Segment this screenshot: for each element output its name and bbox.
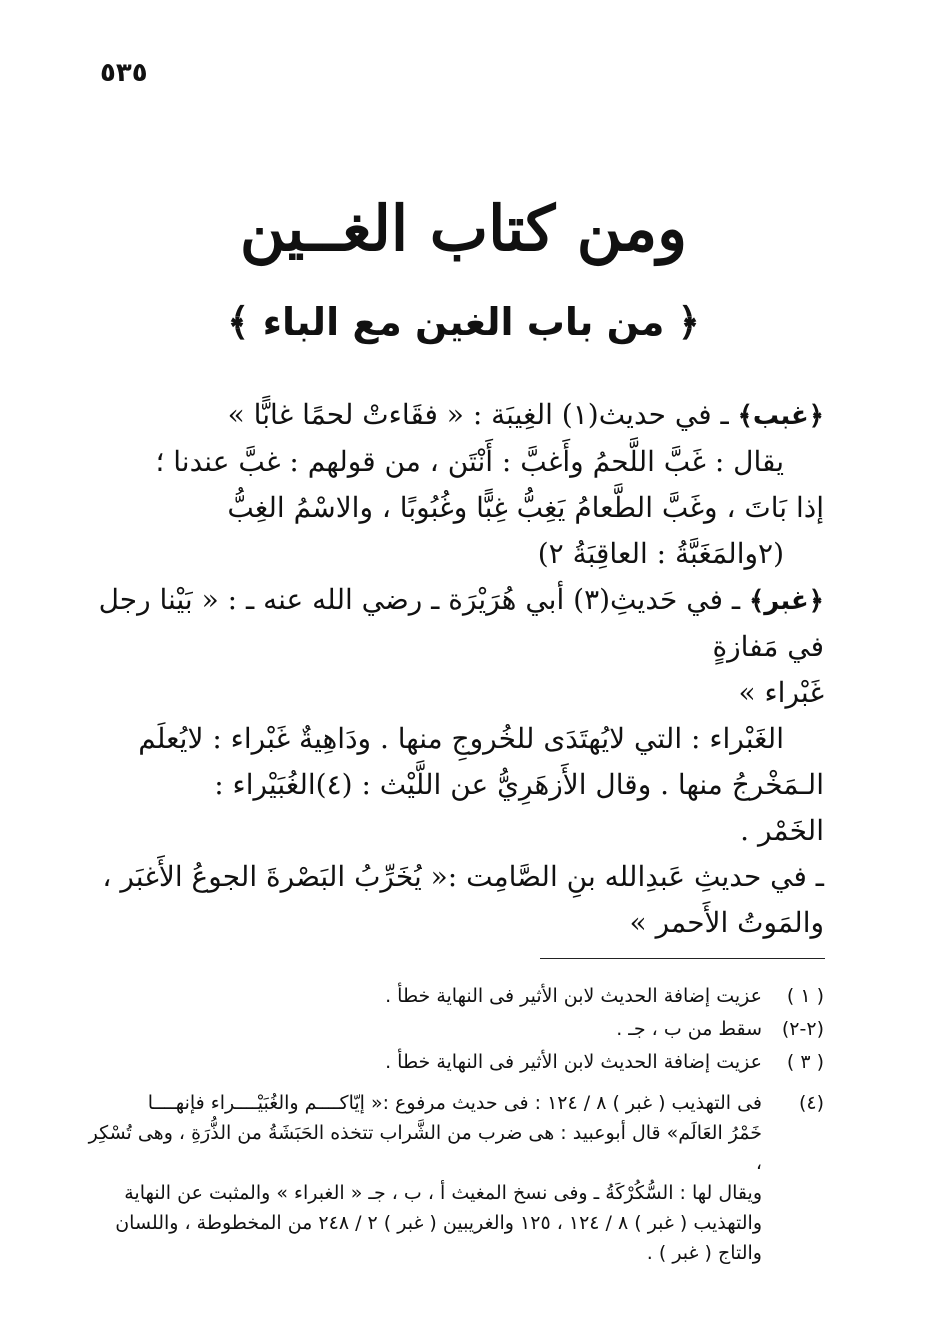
entry-line: غَبْراء » [738, 676, 824, 709]
entry-line: الـمَخْرجُ منها . وقال الأَزهَرِيُّ عن اللَّيْث : (٤)الغُبَيْراء : [214, 768, 824, 801]
root-word: ﴿غبب﴾ [737, 401, 824, 431]
entry-line: ـ في حديثِ عَبدِالله بنِ الصَّامِت :« يُخَرِّبُ البَصْرةَ الجوعُ الأَغبَر ، [102, 860, 824, 893]
entry-ghabr [86, 577, 824, 946]
footnote [86, 1013, 824, 1045]
footnote [86, 1046, 824, 1078]
entry-line: إذا بَاتَ ، وغَبَّ الطَّعامُ يَغِبُّ غِبًّا وغُبُوبًا ، والاسْمُ الغِبُّ [227, 491, 824, 524]
footnote-number: ( ١ ) [786, 985, 824, 1007]
footnote-line: خَمْرُ العَالَم» قال أبوعبيد : هى ضرب من الشَّراب تتخذه الحَبَشَةُ من الذُّرَةِ ، وهى تُسْكِر ، [88, 1122, 762, 1174]
entry-ghabb [86, 392, 824, 577]
footnote-line: ويقال لها : السُّكُرْكَةُ ـ وفى نسخ المغيث أ ، ب ، جـ « الغبراء » والمثبت عن النهاية [124, 1182, 762, 1204]
entry-line: الغَبْراء : التي لايُهتَدَى للخُروجِ منها . ودَاهِيةٌ غَبْراء : لايُعلَم [138, 722, 784, 755]
chapter-heading: ﴿ من باب الغين مع الباء ﴾ [227, 300, 700, 344]
footnote-text: عزيت إضافة الحديث لابن الأثير فى النهاية خطأ . [385, 985, 762, 1007]
entry-line: ـ في حَديثِ(٣) أبي هُرَيْرَة ـ رضي الله عنه ـ : « بَيْنا رجل في مَفازةٍ [98, 583, 824, 663]
footnote-line: والتهذيب ( غبر ) ٨ / ١٢٤ ، ١٢٥ والغريبين ( غبر ) ٢ / ٢٤٨ من المخطوطة ، واللسان [115, 1212, 762, 1234]
footnote-number: (٢-٢) [781, 1018, 824, 1040]
footnote [86, 980, 824, 1012]
entry-line: الخَمْر . [740, 814, 824, 847]
footnote-number: (٤) [798, 1092, 824, 1114]
entry-line: والمَوتُ الأَحمر » [629, 906, 824, 939]
page-number: ٥٣٥ [100, 58, 148, 88]
footnote-line: فى التهذيب ( غبر ) ٨ / ١٢٤ : فى حديث مرفوع :« إيّاكــــم والغُبَيْــــراء فإنهــــا [147, 1092, 762, 1114]
entry-first-line [86, 577, 824, 670]
footnote-number: ( ٣ ) [786, 1051, 824, 1073]
footnote [86, 1088, 824, 1268]
footnote-text: عزيت إضافة الحديث لابن الأثير فى النهاية خطأ . [385, 1051, 762, 1073]
footnote-line: والتاج ( غبر ) . [646, 1242, 762, 1264]
entry-line: ـ في حديث(١) الغِيبَة : « فقَاءتْ لحمًا غابًّا » [227, 398, 729, 431]
footnotes [86, 980, 824, 1269]
footnote-separator [540, 958, 825, 959]
entry-line: يقال : غَبَّ اللَّحمُ وأَغبَّ : أَنْتَن ، من قولهم : غبَّ عندنا ؛ [155, 445, 784, 478]
entry-line: (٢والمَغَبَّةُ : العاقِبَةُ ٢) [537, 537, 784, 570]
main-text [86, 392, 824, 946]
book-title: ومن كتاب الغــين [239, 192, 688, 265]
footnote-text [86, 1088, 762, 1268]
entry-first-line [86, 392, 824, 439]
footnote-text: سقط من ب ، جـ . [616, 1018, 762, 1040]
root-word: ﴿غبر﴾ [748, 586, 824, 616]
